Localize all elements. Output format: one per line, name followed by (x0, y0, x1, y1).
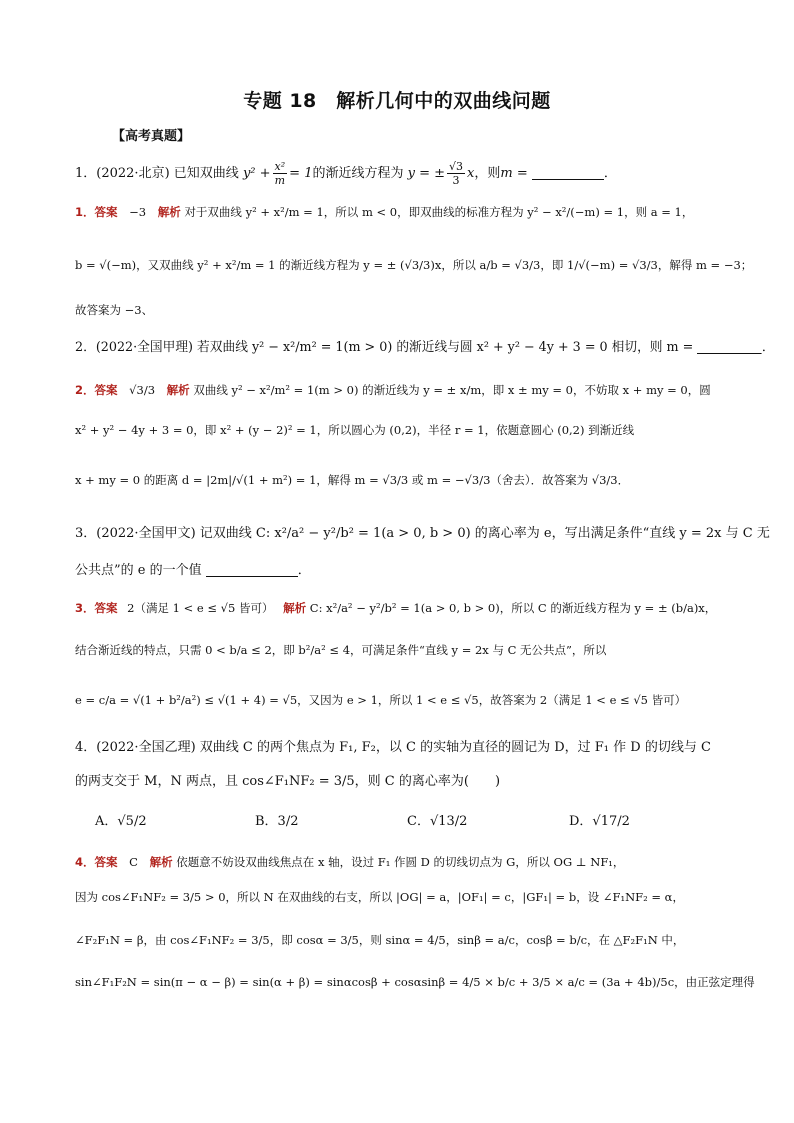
math-expression: m = (500, 166, 528, 181)
answer-3-line-1 (75, 598, 725, 618)
answer-2-line-3: x + my = 0 的距离 d = |2m|/√(1 + m²) = 1，解得 m = √3/3 或 m = −√3/3（舍去）．故答案为 √3/3． (75, 473, 630, 487)
option-a[interactable]: A．√5/2 (95, 814, 147, 829)
answer-value: √3/3 (129, 383, 156, 397)
analysis-text: 对于双曲线 y² + x²/m = 1，所以 m < 0，即双曲线的标准方程为 y² − x²/(−m) = 1，则 a = 1， (184, 205, 694, 219)
question-text: ． (297, 563, 311, 578)
answer-3-line-2: 结合渐近线的特点，只需 0 < b/a ≤ 2，即 b²/a² ≤ 4，可满足条件“直线 y = 2x 与 C 无公共点”，所以 (75, 643, 607, 657)
math-fraction: $\frac{√3}{3}$ (449, 160, 464, 187)
question-3-line-1 (75, 524, 770, 544)
answer-2-line-2: x² + y² − 4y + 3 = 0，即 x² + (y − 2)² = 1，所以圆心为 (0,2)，半径 r = 1，依题意圆心 (0,2) 到渐近线 (75, 423, 635, 437)
question-4-line-2: 的两支交于 M，N 两点，且 cos∠F₁NF₂ = 3/5，则 C 的离心率为( ) (75, 774, 501, 789)
answer-label: 4．答案 (75, 855, 118, 869)
question-text: ，则 (474, 166, 501, 181)
question-text: 若双曲线 y² − x²/m² = 1(m > 0) 的渐近线与圆 x² + y² − 4y + 3 = 0 相切，则 m = (197, 340, 694, 355)
question-source: (2022·全国甲理) (95, 340, 194, 355)
answer-value: −3 (129, 205, 147, 219)
question-source: (2022·全国乙理) (96, 740, 196, 755)
question-number: 4． (75, 740, 97, 755)
answer-1-line-1 (75, 202, 725, 222)
analysis-text: C: x²/a² − y²/b² = 1(a > 0, b > 0)，所以 C 的渐近线方程为 y = ± (b/a)x， (309, 601, 717, 615)
answer-label: 3．答案 (75, 601, 118, 615)
question-3-line-2 (75, 561, 725, 581)
analysis-label: 解析 (157, 205, 181, 219)
answer-4-line-1 (75, 852, 725, 872)
question-number: 1． (75, 166, 97, 181)
math-expression: x (467, 166, 475, 181)
analysis-label: 解析 (166, 383, 190, 397)
answer-1-line-2: b = √(−m)，又双曲线 y² + x²/m = 1 的渐近线方程为 y = ± (√3/3)x，所以 a/b = √3/3，即 1/√(−m) = √3/3，解得 m = −3； (75, 258, 753, 272)
question-text: 已知双曲线 (173, 166, 239, 181)
math-fraction: $\frac{\text{x²}}{m}$ (274, 160, 286, 187)
answer-blank[interactable] (697, 339, 762, 354)
option-c[interactable]: C．√13/2 (407, 814, 468, 829)
option-d[interactable]: D．√17/2 (569, 814, 630, 829)
answer-2-line-1 (75, 380, 725, 400)
answer-4-line-4: sin∠F₁F₂N = sin(π − α − β) = sin(α + β) = sinαcosβ + cosαsinβ = 4/5 × b/c + 3/5 × a/c = (3a + 4b)/5c，由正弦定理得 (75, 975, 755, 989)
question-text: 的渐近线方程为 (312, 166, 404, 181)
question-source: (2022·全国甲文) (96, 526, 196, 541)
analysis-label: 解析 (283, 601, 307, 615)
math-expression: = 1 (289, 166, 313, 181)
analysis-text: 依题意不妨设双曲线焦点在 x 轴，设过 F₁ 作圆 D 的切线切点为 G，所以 OG ⊥ NF₁， (176, 855, 625, 869)
question-text: 记双曲线 C: x²/a² − y²/b² = 1(a > 0, b > 0) 的离心率为 e，写出满足条件“直线 y = 2x 与 C 无 (199, 526, 770, 541)
analysis-label: 解析 (149, 855, 173, 869)
answer-value: C (129, 855, 138, 869)
section-heading: 【高考真题】 (112, 129, 191, 144)
question-number: 3． (75, 526, 97, 541)
answer-blank[interactable] (532, 165, 604, 180)
option-b[interactable]: B．3/2 (255, 814, 299, 829)
answer-blank[interactable] (206, 562, 298, 577)
analysis-text: 双曲线 y² − x²/m² = 1(m > 0) 的渐近线为 y = ± x/m，即 x ± my = 0，不妨取 x + my = 0，圆 (193, 383, 711, 397)
question-1 (75, 160, 725, 187)
answer-label: 1．答案 (75, 205, 118, 219)
question-text: ． (761, 340, 775, 355)
answer-value: 2（满足 1 < e ≤ √5 皆可） (127, 601, 274, 615)
question-number: 2． (75, 340, 96, 355)
answer-4-line-2: 因为 cos∠F₁NF₂ = 3/5 > 0，所以 N 在双曲线的右支，所以 |OG| = a，|OF₁| = c，|GF₁| = b，设 ∠F₁NF₂ = α， (75, 890, 684, 904)
math-expression: y² + (242, 166, 271, 181)
math-expression: y = ± (407, 166, 446, 181)
question-text: 公共点”的 e 的一个值 (75, 563, 202, 578)
answer-1-line-3: 故答案为 −3、 (75, 303, 154, 317)
question-source: (2022·北京) (96, 166, 170, 181)
answer-label: 2．答案 (75, 383, 118, 397)
page-title: 专题 18 解析几何中的双曲线问题 (243, 90, 551, 112)
answer-4-line-3: ∠F₂F₁N = β，由 cos∠F₁NF₂ = 3/5，即 cosα = 3/5，则 sinα = 4/5，sinβ = a/c，cosβ = b/c，在 △F₂F₁N 中， (75, 933, 685, 947)
question-text: 双曲线 C 的两个焦点为 F₁, F₂，以 C 的实轴为直径的圆记为 D，过 F₁ 作 D 的切线与 C (199, 740, 711, 755)
question-4-line-1 (75, 738, 725, 758)
question-2 (75, 338, 775, 358)
answer-3-line-3: e = c/a = √(1 + b²/a²) ≤ √(1 + 4) = √5，又因为 e > 1，所以 1 < e ≤ √5，故答案为 2（满足 1 < e ≤ √5 皆可） (75, 693, 687, 707)
question-text: ． (603, 166, 617, 181)
